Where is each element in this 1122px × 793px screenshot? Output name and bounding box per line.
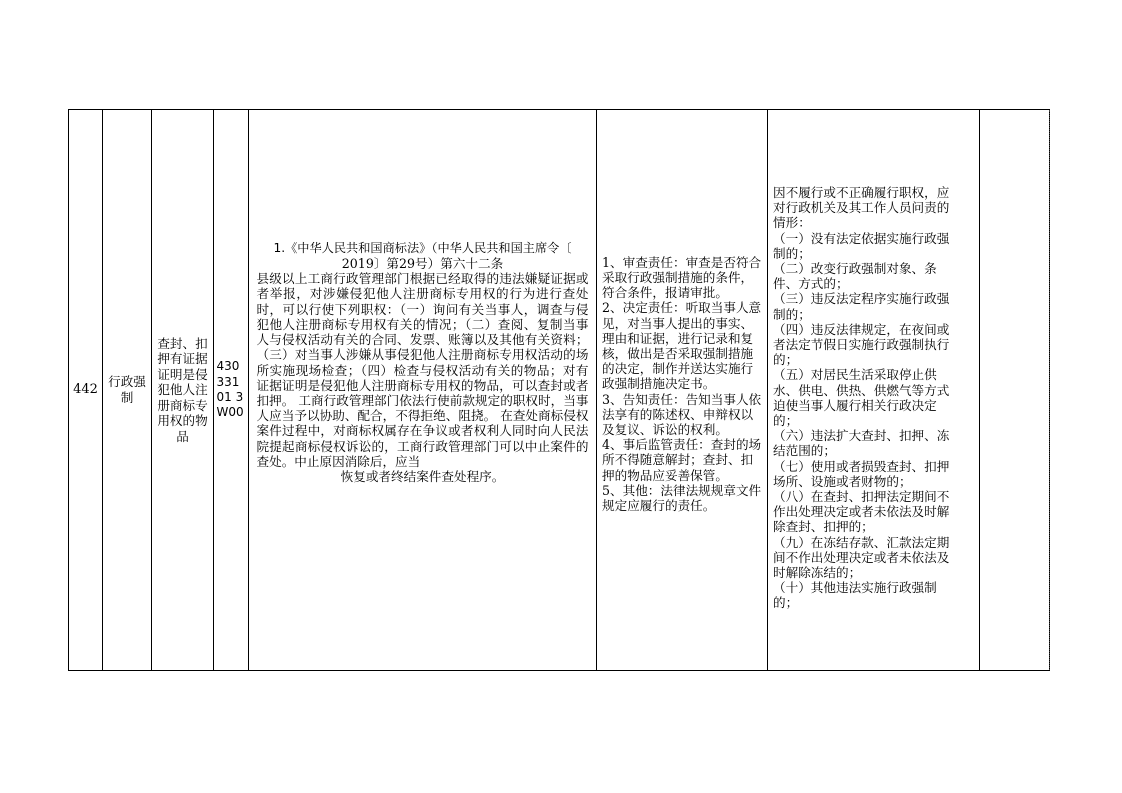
responsibility-item: 3、告知责任：告知当事人依法享有的陈述权、申辩权以及复议、诉讼的权利。 — [602, 391, 762, 437]
accountability-intro: 因不履行或不正确履行职权，应对行政机关及其工作人员问责的情形： — [773, 185, 950, 231]
table-row — [68, 109, 1050, 671]
responsibility-cell — [597, 110, 768, 670]
accountability-item: （六）违法扩大查封、扣押、冻结范围的； — [773, 428, 950, 459]
item-name-cell — [152, 110, 214, 670]
accountability-item: （四）违反法律规定，在夜间或者法定节假日实施行政强制执行的； — [773, 321, 950, 368]
accountability-item: （三）违反法定程序实施行政强制的； — [773, 291, 950, 322]
remarks-cell — [980, 110, 1051, 670]
code-cell — [214, 110, 249, 670]
accountability-item: （五）对居民生活采取停止供水、供电、供热、供燃气等方式迫使当事人履行相关行政决定的； — [773, 367, 950, 429]
basis-line: 1.《中华人民共和国商标法》（中华人民共和国主席令〔 — [273, 240, 572, 255]
responsibility-item: 4、事后监管责任：查封的场所不得随意解封；查封、扣押的物品应妥善保管。 — [602, 437, 762, 483]
row-number-cell — [69, 110, 103, 670]
category-text: 行政强制 — [108, 374, 146, 405]
accountability-list — [773, 185, 957, 611]
basis-line: 恢复或者终结案件查处程序。 — [340, 468, 505, 484]
category-cell — [103, 110, 152, 670]
item-name-text: 查封、扣押有证据证明是侵犯他人注册商标专用权的物品 — [157, 336, 208, 444]
accountability-item: （一）没有法定依据实施行政强制的； — [773, 230, 950, 261]
basis-paragraph: 县级以上工商行政管理部门根据已经取得的违法嫌疑证据或者举报，对涉嫌侵犯他人注册商标专用权的行为进行查处时，可以行使下列职权：（一）询问有关当事人，调查与侵犯他人注册商标专用权有关的情况；（二）查阅、复制当事人与侵权活动有关的合同、发票、账簿以及其他有关资料；（三）对当事人涉嫌从事侵犯他人注册商标专用权活动的场所实施现场检查；（四）检查与侵权活动有关的物品；对有证据证明是侵犯他人注册商标专用权的物品，可以查封或者扣押。 工商行政管理部门依法行使前款规定的职权时，当事人应当予以协助、配合，不得拒绝、阻挠。 在查处商标侵权案件过程中，对商标权属存在争议或者权利人同时向人民法院提起商标侵权诉讼的，工商行政管理部门可以中止案件的查处。中止原因消除后，应当 — [256, 271, 589, 469]
row-number: 442 — [73, 382, 98, 398]
accountability-item: （九）在冻结存款、汇款法定期间不作出处理决定或者未依法及时解除冻结的； — [773, 534, 950, 581]
code-text: 43033101 3W00 — [216, 359, 244, 420]
accountability-item: （七）使用或者损毁查封、扣押场所、设施或者财物的； — [773, 458, 950, 489]
accountability-item: （十）其他违法实施行政强制的； — [773, 580, 937, 611]
basis-line: 2019〕第29号）第六十二条 — [341, 256, 504, 272]
accountability-item: （八）在查封、扣押法定期间不作出处理决定或者未依法及时解除查封、扣押的； — [773, 489, 950, 535]
accountability-cell — [768, 110, 980, 670]
legal-basis-text — [257, 241, 589, 484]
legal-basis-cell — [249, 110, 597, 670]
dotted-border — [1049, 110, 1050, 670]
responsibility-item: 2、决定责任：听取当事人意见，对当事人提出的事实、理由和证据，进行记录和复核，做出是否采取强制措施的决定，制作并送达实施行政强制措施决定书。 — [602, 300, 762, 392]
responsibility-item: 5、其他：法律法规规章文件规定应履行的责任。 — [602, 482, 762, 514]
responsibility-list — [602, 255, 762, 513]
responsibility-item: 1、审查责任：审查是否符合采取行政强制措施的条件，符合条件，报请审批。 — [602, 254, 762, 301]
accountability-item: （二）改变行政强制对象、条件、方式的； — [773, 261, 937, 292]
